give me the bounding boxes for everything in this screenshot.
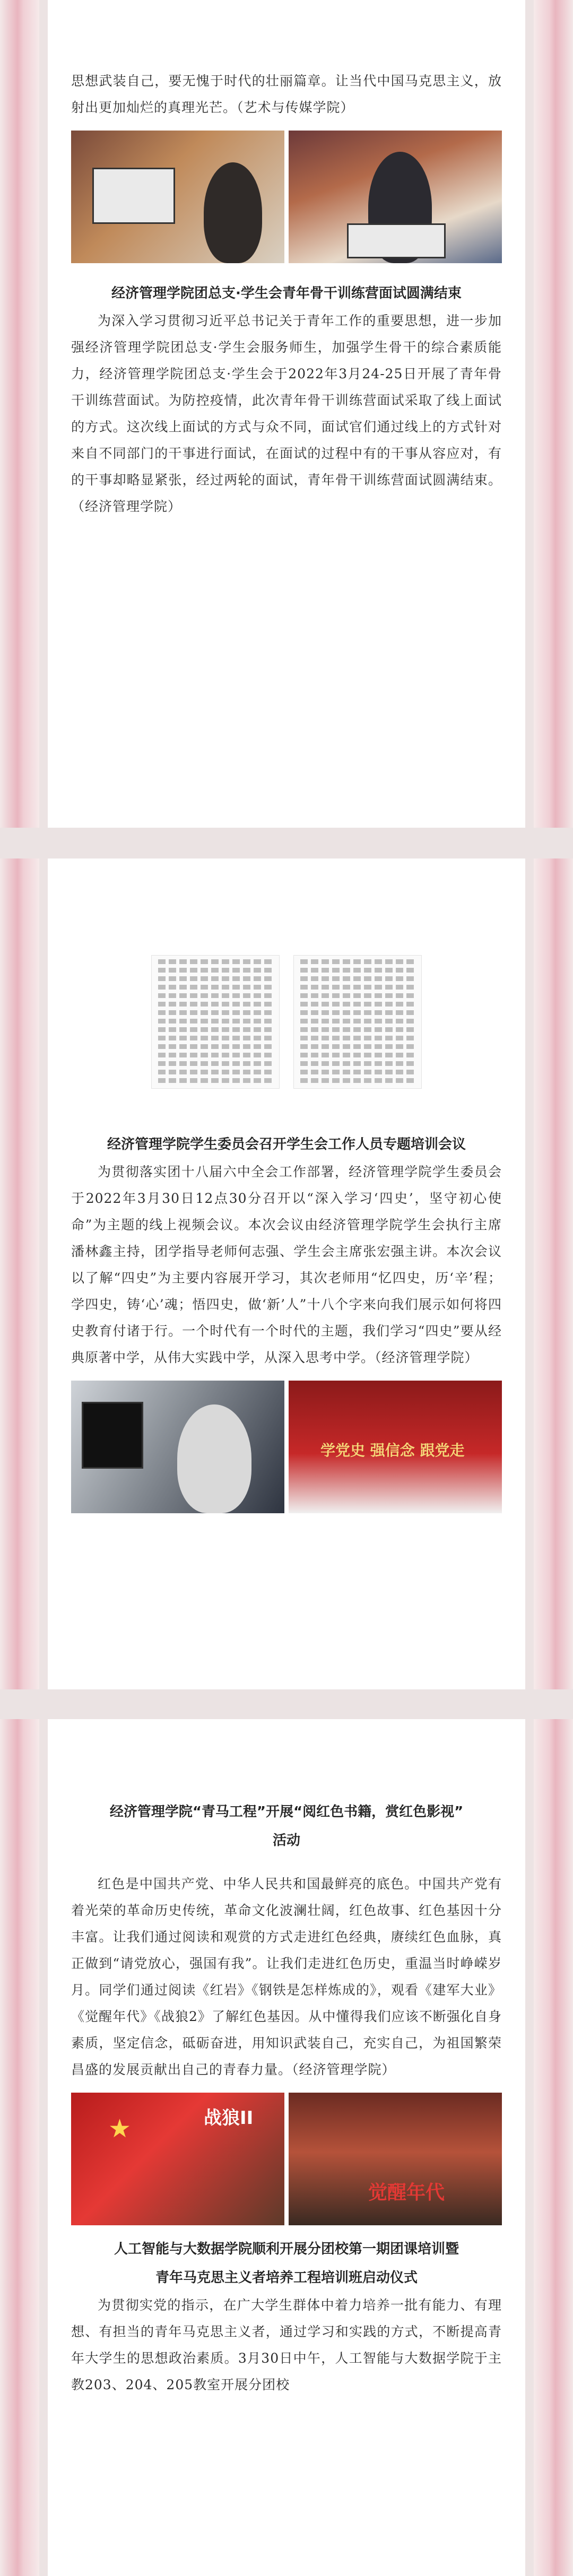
red-film-photos xyxy=(71,2093,502,2225)
star-icon: ★ xyxy=(108,2114,132,2144)
section4-body: 为贯彻实党的指示，在广大学生群体中着力培养一批有能力、有理想、有担当的青年马克思主义者，通过学习和实践的方式，不断提高青年大学生的思想政治素质。3月30日中午，人工智能与大数据学院于主教203、204、205教室开展分团校 xyxy=(71,2297,502,2392)
online-interview-photo-right xyxy=(289,131,502,263)
section1-title: 经济管理学院团总支·学生会青年骨干训练营面试圆满结束 xyxy=(111,285,462,301)
wolf-warrior-poster xyxy=(71,2093,284,2225)
video-meeting-photo xyxy=(71,1381,284,1513)
section2-body: 为贯彻落实团十八届六中全会工作部署，经济管理学院学生委员会于2022年3月30日12点30分召开以“深入学习‘四史’，坚守初心使命”为主题的线上视频会议。本次会议由经济管理学院学生会执行主席潘林鑫主持，团学指导老师何志强、学生会主席张宏强主讲。本次会议以了解“四史”为主要内容展开学习，其次老师用“忆四史，历‘辛’程；学四史，铸‘心’魂；悟四史，做‘新’人”十八个字来向我们展示如何将四史教育付诸于行。一个时代有一个时代的主题，我们学习“四史”要从经典原著中学，从伟大实践中学，从深入思考中学。（经济管理学院） xyxy=(71,1164,502,1365)
news-panel-1 xyxy=(48,0,525,828)
interview-photos xyxy=(71,131,502,263)
student-figure xyxy=(177,1404,251,1513)
section1-body: 为深入学习贯彻习近平总书记关于青年工作的重要思想，进一步加强经济管理学院团总支·学生会服务师生，加强学生骨干的综合素质能力，经济管理学院团总支·学生会于2022年3月24-25日开展了青年骨干训练营面试。为防控疫情，此次青年骨干训练营面试采取了线上面试的方式。这次线上面试的方式与众不同，面试官们通过线上的方式针对来自不同部门的干事进行面试，在面试的过程中有的干事从容应对，有的干事却略显紧张，经过两轮的面试，青年骨干训练营面试圆满结束。（经济管理学院） xyxy=(71,313,502,514)
document-photos xyxy=(71,955,502,1089)
poster-title: 战狼II xyxy=(204,2107,254,2129)
section3-title-line2: 活动 xyxy=(272,1833,300,1849)
meeting-document-left xyxy=(151,955,280,1089)
interviewer-figure xyxy=(204,162,262,263)
section2-title: 经济管理学院学生委员会召开学生会工作人员专题培训会议 xyxy=(107,1137,466,1152)
section3-body: 红色是中国共产党、中华人民共和国最鲜亮的底色。中国共产党有着光荣的革命历史传统，革命文化波澜壮阔，红色故事、红色基因十分丰富。让我们通过阅读和观赏的方式走进红色经典，赓续红色血脉，真正做到“请党放心，强国有我”。让我们走进红色历史，重温当时峥嵘岁月。同学们通过阅读《红岩》《钢铁是怎样炼成的》，观看《建军大业》《觉醒年代》《战狼2》了解红色基因。从中懂得我们应该不断强化自身素质，坚定信念，砥砺奋进，用知识武装自己，充实自己，为祖国繁荣昌盛的发展贡献出自己的青春力量。（经济管理学院） xyxy=(71,1876,502,2077)
online-interview-photo-left xyxy=(71,131,284,263)
slide-caption: 学党史 强信念 跟党走 xyxy=(320,1442,465,1459)
section3-title-line1: 经济管理学院“青马工程”开展“阅红色书籍，赏红色影视” xyxy=(109,1804,464,1820)
poster-title: 觉醒年代 xyxy=(368,2182,445,2204)
section4-title-line2: 青年马克思主义者培养工程培训班启动仪式 xyxy=(155,2270,418,2286)
meeting-document-right xyxy=(293,955,422,1089)
meeting-photos xyxy=(71,1381,502,1513)
monitor xyxy=(82,1402,143,1469)
party-history-slide-photo xyxy=(289,1381,502,1513)
news-panel-3 xyxy=(48,1719,525,2576)
laptop-screen xyxy=(347,223,446,258)
panel-divider xyxy=(0,1689,573,1719)
news-panel-2 xyxy=(48,858,525,1689)
section4-title-line1: 人工智能与大数据学院顺利开展分团校第一期团课培训暨 xyxy=(114,2241,459,2257)
left-decorative-border xyxy=(0,0,39,2576)
intro-paragraph: 思想武装自己，要无愧于时代的壮丽篇章。让当代中国马克思主义，放射出更加灿烂的真理光芒。（艺术与传媒学院） xyxy=(71,73,502,115)
laptop-screen xyxy=(92,168,175,224)
panel-divider xyxy=(0,828,573,858)
awakening-age-poster xyxy=(289,2093,502,2225)
right-decorative-border xyxy=(534,0,573,2576)
